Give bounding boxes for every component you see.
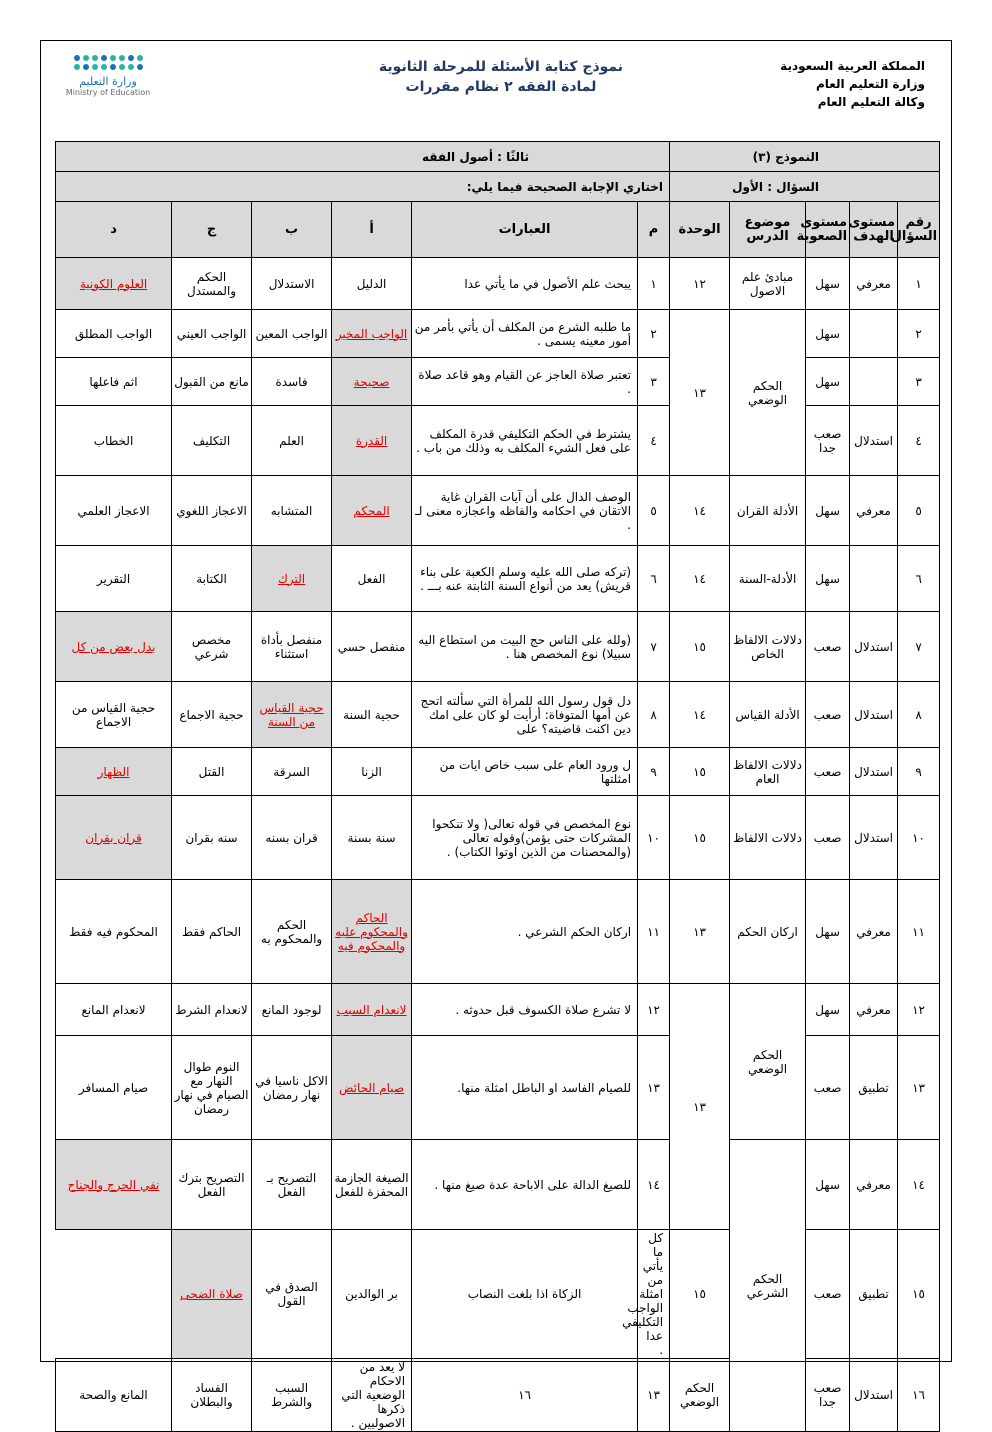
option-d[interactable]: اثم فاعلها bbox=[56, 358, 172, 406]
difficulty-level: صعب جدا bbox=[806, 406, 850, 476]
logo-dots-icon bbox=[53, 55, 163, 70]
question-number: ١٣ bbox=[898, 1036, 940, 1140]
difficulty-level: صعب bbox=[806, 796, 850, 880]
option-d[interactable]: حجية القياس من الاجماع bbox=[56, 682, 172, 748]
option-c[interactable]: القتل bbox=[172, 748, 252, 796]
model-label: النموذج (٣) bbox=[670, 142, 940, 172]
table-row bbox=[56, 612, 940, 682]
question-number: ٣ bbox=[898, 358, 940, 406]
option-a[interactable]: منفصل حسي bbox=[332, 612, 412, 682]
unit-number: ١٣ bbox=[670, 310, 730, 476]
option-a[interactable]: الزكاة اذا بلغت النصاب bbox=[412, 1230, 638, 1359]
lesson-topic: مبادئ علم الاصول bbox=[730, 258, 806, 310]
unit-number: ١٣ bbox=[670, 984, 730, 1230]
option-b[interactable]: الواجب المعين bbox=[252, 310, 332, 358]
statement: كل ما يأتي من امثلة الواجب التكليفي عدا . bbox=[638, 1230, 670, 1359]
option-b[interactable]: التصريح بـ الفعل bbox=[252, 1140, 332, 1230]
lesson-topic: دلالات الالفاظ الخاص bbox=[730, 612, 806, 682]
lesson-topic: الحكم الوضعي bbox=[670, 1359, 730, 1432]
model-row bbox=[56, 142, 940, 172]
unit-number: ١٣ bbox=[670, 880, 730, 984]
lesson-topic: الحكم الوضعي bbox=[730, 984, 806, 1140]
table-row bbox=[56, 748, 940, 796]
title-line-2: لمادة الفقه ٢ نظام مقررات bbox=[405, 79, 597, 95]
question-number: ٥ bbox=[898, 476, 940, 546]
option-c[interactable]: سنه بقران bbox=[172, 796, 252, 880]
option-c[interactable]: التصريح بترك الفعل bbox=[172, 1140, 252, 1230]
option-a[interactable]: الفعل bbox=[332, 546, 412, 612]
question-number: ٧ bbox=[898, 612, 940, 682]
option-c[interactable]: حجية الاجماع bbox=[172, 682, 252, 748]
unit-number: ١٥ bbox=[670, 612, 730, 682]
question-number: ١٤ bbox=[898, 1140, 940, 1230]
table-row bbox=[56, 406, 940, 476]
difficulty-level: صعب bbox=[806, 682, 850, 748]
col-topic: موضوع الدرس bbox=[730, 202, 806, 258]
option-d[interactable]: صيام المسافر bbox=[56, 1036, 172, 1140]
statement: تعتبر صلاة العاجز عن القيام وهو قاعد صلاة . bbox=[412, 358, 638, 406]
option-b[interactable]: الاستدلال bbox=[252, 258, 332, 310]
difficulty-level: صعب جدا bbox=[806, 1359, 850, 1432]
option-b[interactable]: قران بسنه bbox=[252, 796, 332, 880]
option-a[interactable]: السبب والشرط bbox=[252, 1359, 332, 1432]
option-d[interactable]: الاعجاز العلمي bbox=[56, 476, 172, 546]
statement: يبحث علم الأصول في ما يأتي عدا bbox=[412, 258, 638, 310]
statement: لا يعد من الاحكام الوضعية التي ذكرها الاصوليين . bbox=[332, 1359, 412, 1432]
statement: يشترط في الحكم التكليفي قدرة المكلف على فعل الشيء المكلف به وذلك من باب . bbox=[412, 406, 638, 476]
target-level: تطبيق bbox=[850, 1230, 898, 1359]
lesson-topic: اركان الحكم bbox=[730, 880, 806, 984]
option-b[interactable]: الفساد والبطلان bbox=[172, 1359, 252, 1432]
target-level: معرفي bbox=[850, 258, 898, 310]
row-index: ٤ bbox=[638, 406, 670, 476]
option-b[interactable]: السرقة bbox=[252, 748, 332, 796]
row-index: ١٦ bbox=[412, 1359, 638, 1432]
col-d: د bbox=[56, 202, 172, 258]
document-title bbox=[321, 57, 681, 97]
statement: ما طلبه الشرع من المكلف أن يأتي بأمر من أمور معينه يسمى . bbox=[412, 310, 638, 358]
table-row bbox=[56, 310, 940, 358]
row-index: ٥ bbox=[638, 476, 670, 546]
col-statement: العبارات bbox=[412, 202, 638, 258]
question-number: ٨ bbox=[898, 682, 940, 748]
option-a[interactable]: صيام الحائض bbox=[332, 1036, 412, 1140]
option-d[interactable]: المحكوم فيه فقط bbox=[56, 880, 172, 984]
option-c[interactable]: الحكم والمستدل bbox=[172, 258, 252, 310]
option-a[interactable]: الدليل bbox=[332, 258, 412, 310]
col-c: ج bbox=[172, 202, 252, 258]
option-b[interactable]: لوجود المانع bbox=[252, 984, 332, 1036]
question-number: ٩ bbox=[898, 748, 940, 796]
column-header-row bbox=[56, 202, 940, 258]
difficulty-level: سهل bbox=[806, 358, 850, 406]
col-b: ب bbox=[252, 202, 332, 258]
option-b[interactable]: بر الوالدين bbox=[332, 1230, 412, 1359]
target-level: استدلال bbox=[850, 796, 898, 880]
option-d[interactable]: لانعدام المانع bbox=[56, 984, 172, 1036]
table-row bbox=[56, 682, 940, 748]
unit-number: ١٥ bbox=[670, 748, 730, 796]
question-number: ١٢ bbox=[898, 984, 940, 1036]
difficulty-level: سهل bbox=[806, 1140, 850, 1230]
statement: اركان الحكم الشرعي . bbox=[412, 880, 638, 984]
row-index: ٨ bbox=[638, 682, 670, 748]
option-b[interactable]: الاكل ناسيا في نهار رمضان bbox=[252, 1036, 332, 1140]
row-index: ٢ bbox=[638, 310, 670, 358]
table-row bbox=[56, 1140, 940, 1230]
section-label: ثالثًا : أصول الفقه bbox=[56, 142, 670, 172]
option-c[interactable]: النوم طوال النهار مع الصيام في نهار رمضان bbox=[172, 1036, 252, 1140]
unit-number: ١٣ bbox=[638, 1359, 670, 1432]
option-a[interactable]: القدرة bbox=[332, 406, 412, 476]
target-level: استدلال bbox=[850, 682, 898, 748]
logo-english: Ministry of Education bbox=[65, 88, 151, 97]
option-c[interactable]: مانع من القبول bbox=[172, 358, 252, 406]
table-row bbox=[56, 796, 940, 880]
lesson-topic: دلالات الالفاظ bbox=[730, 796, 806, 880]
lesson-topic: الحكم الشرعي bbox=[730, 1140, 806, 1432]
option-a[interactable]: الصيغة الجازمة المحفزة للفعل bbox=[332, 1140, 412, 1230]
table-row bbox=[56, 880, 940, 984]
option-a[interactable]: الزنا bbox=[332, 748, 412, 796]
kingdom-line: المملكة العربية السعودية bbox=[780, 59, 925, 73]
ministry-line: وزارة التعليم العام bbox=[815, 77, 925, 91]
statement: لا تشرع صلاة الكسوف قبل حدوثه . bbox=[412, 984, 638, 1036]
table-row bbox=[56, 476, 940, 546]
option-b[interactable]: العلم bbox=[252, 406, 332, 476]
row-index: ١٣ bbox=[638, 1036, 670, 1140]
option-a[interactable]: الحاكم والمحكوم عليه والمحكوم فيه bbox=[332, 880, 412, 984]
option-d[interactable]: الخطاب bbox=[56, 406, 172, 476]
option-d[interactable]: صلاة الضحى bbox=[172, 1230, 252, 1359]
difficulty-level: سهل bbox=[806, 984, 850, 1036]
option-d[interactable]: العلوم الكونية bbox=[56, 258, 172, 310]
statement: ل ورود العام على سبب خاص ايات من امثلتها bbox=[412, 748, 638, 796]
row-index: ٩ bbox=[638, 748, 670, 796]
statement: (تركه صلى الله عليه وسلم الكعبة على بناء قريش) يعد من أنواع السنة الثابتة عنه بـــ . bbox=[412, 546, 638, 612]
row-index: ١٤ bbox=[638, 1140, 670, 1230]
difficulty-level: سهل bbox=[806, 310, 850, 358]
option-b[interactable]: المتشابه bbox=[252, 476, 332, 546]
col-target: مستوى الهدف bbox=[850, 202, 898, 258]
page-frame bbox=[40, 40, 952, 1430]
statement: للصيام الفاسد او الباطل امثلة منها. bbox=[412, 1036, 638, 1140]
question-number: ٢ bbox=[898, 310, 940, 358]
option-a[interactable]: صحيحة bbox=[332, 358, 412, 406]
difficulty-level: صعب bbox=[806, 1036, 850, 1140]
statement: (ولله على الناس حج البيت من استطاع اليه سبيلا) نوع المخصص هنا . bbox=[412, 612, 638, 682]
unit-number: ١٢ bbox=[670, 258, 730, 310]
col-a: أ bbox=[332, 202, 412, 258]
unit-number: ١٤ bbox=[670, 476, 730, 546]
question-number: ١٦ bbox=[898, 1359, 940, 1432]
title-line-1: نموذج كتابة الأسئلة للمرحلة الثانوية bbox=[378, 59, 624, 75]
question-number: ١٥ bbox=[898, 1230, 940, 1359]
table-row bbox=[56, 546, 940, 612]
row-index: ٦ bbox=[638, 546, 670, 612]
target-level: استدلال bbox=[850, 748, 898, 796]
row-index: ١٥ bbox=[670, 1230, 730, 1359]
target-level: معرفي bbox=[850, 1140, 898, 1230]
col-q-no: رقم السؤال bbox=[898, 202, 940, 258]
option-a[interactable]: لانعدام السبب bbox=[332, 984, 412, 1036]
option-d[interactable]: نفي الحرج والجناح bbox=[56, 1140, 172, 1230]
option-c[interactable]: الحاكم فقط bbox=[172, 880, 252, 984]
table-row bbox=[56, 984, 940, 1036]
option-b[interactable]: الترك bbox=[252, 546, 332, 612]
question-number: ١ bbox=[898, 258, 940, 310]
target-level bbox=[850, 546, 898, 612]
target-level: استدلال bbox=[850, 406, 898, 476]
row-index: ٧ bbox=[638, 612, 670, 682]
table-row bbox=[56, 1230, 940, 1359]
lesson-topic: الأدلة القياس bbox=[730, 682, 806, 748]
target-level bbox=[850, 358, 898, 406]
statement: الوصف الدال على أن آيات القران غاية الاتقان في احكامه والفاظه واعجازه معنى لـ . bbox=[412, 476, 638, 546]
question-number: ١١ bbox=[898, 880, 940, 984]
target-level: معرفي bbox=[850, 476, 898, 546]
option-b[interactable]: حجية القياس من السنة bbox=[252, 682, 332, 748]
option-c[interactable]: التكليف bbox=[172, 406, 252, 476]
table-row bbox=[56, 358, 940, 406]
question-row bbox=[56, 172, 940, 202]
difficulty-level: صعب bbox=[806, 612, 850, 682]
table-row bbox=[56, 258, 940, 310]
target-level: معرفي bbox=[850, 984, 898, 1036]
target-level: معرفي bbox=[850, 880, 898, 984]
option-c[interactable]: الكتابة bbox=[172, 546, 252, 612]
question-number: ٤ bbox=[898, 406, 940, 476]
lesson-topic: الأدلة القران bbox=[730, 476, 806, 546]
statement: دل قول رسول الله للمرأة التي سألته اتحج عن أمها المتوفاة: أرأيت لو كان على امك دين اكنت قاضيته؟ على bbox=[412, 682, 638, 748]
statement: نوع المخصص في قوله تعالى( ولا تنكحوا المشركات حتى يؤمن)وقوله تعالى (والمحصنات من الذين اوتوا الكتاب) . bbox=[412, 796, 638, 880]
option-d[interactable]: الواجب المطلق bbox=[56, 310, 172, 358]
target-level: تطبيق bbox=[850, 1036, 898, 1140]
option-a[interactable]: سنة بسنة bbox=[332, 796, 412, 880]
col-m: م bbox=[638, 202, 670, 258]
target-level bbox=[850, 310, 898, 358]
option-a[interactable]: المحكم bbox=[332, 476, 412, 546]
option-b[interactable]: منفصل بأداة استثناء bbox=[252, 612, 332, 682]
option-a[interactable]: حجية السنة bbox=[332, 682, 412, 748]
ministry-header bbox=[780, 57, 925, 111]
option-d[interactable]: قران بقران bbox=[56, 796, 172, 880]
row-index: ٣ bbox=[638, 358, 670, 406]
difficulty-level: سهل bbox=[806, 546, 850, 612]
option-d[interactable]: بدل بعض من كل bbox=[56, 612, 172, 682]
difficulty-level: سهل bbox=[806, 476, 850, 546]
instruction-label: اختاري الإجابة الصحيحة فيما يلي: bbox=[56, 172, 670, 202]
option-c[interactable]: الاعجاز اللغوي bbox=[172, 476, 252, 546]
ministry-logo bbox=[53, 51, 163, 121]
question-number: ٦ bbox=[898, 546, 940, 612]
row-index: ١١ bbox=[638, 880, 670, 984]
logo-arabic: وزارة التعليم bbox=[79, 75, 137, 88]
col-difficulty: مستوى الصعوبة bbox=[806, 202, 850, 258]
lesson-topic: الأدلة-السنة bbox=[730, 546, 806, 612]
option-a[interactable]: الواجب المخير bbox=[332, 310, 412, 358]
difficulty-level: صعب bbox=[806, 1230, 850, 1359]
col-unit: الوحدة bbox=[670, 202, 730, 258]
lesson-topic: دلالات الالفاظ العام bbox=[730, 748, 806, 796]
table-row bbox=[56, 1359, 940, 1432]
questions-table bbox=[55, 141, 940, 1432]
option-d[interactable]: الظهار bbox=[56, 748, 172, 796]
difficulty-level: سهل bbox=[806, 880, 850, 984]
question-number: ١٠ bbox=[898, 796, 940, 880]
target-level: استدلال bbox=[850, 1359, 898, 1432]
option-c[interactable]: مخصص شرعي bbox=[172, 612, 252, 682]
row-index: ١٠ bbox=[638, 796, 670, 880]
row-index: ١ bbox=[638, 258, 670, 310]
agency-line: وكالة التعليم العام bbox=[817, 95, 925, 109]
option-b[interactable]: الحكم والمحكوم به bbox=[252, 880, 332, 984]
option-c[interactable]: لانعدام الشرط bbox=[172, 984, 252, 1036]
unit-number: ١٥ bbox=[670, 796, 730, 880]
difficulty-level: صعب bbox=[806, 748, 850, 796]
option-c[interactable]: المانع والصحة bbox=[56, 1359, 172, 1432]
unit-number: ١٤ bbox=[670, 682, 730, 748]
option-c[interactable]: الواجب العيني bbox=[172, 310, 252, 358]
difficulty-level: سهل bbox=[806, 258, 850, 310]
option-b[interactable]: فاسدة bbox=[252, 358, 332, 406]
question-label: السؤال : الأول bbox=[670, 172, 940, 202]
unit-number: ١٤ bbox=[670, 546, 730, 612]
target-level: استدلال bbox=[850, 612, 898, 682]
table-row bbox=[56, 1036, 940, 1140]
lesson-topic: الحكم الوضعي bbox=[730, 310, 806, 476]
option-c[interactable]: الصدق في القول bbox=[252, 1230, 332, 1359]
option-d[interactable]: التقرير bbox=[56, 546, 172, 612]
row-index: ١٢ bbox=[638, 984, 670, 1036]
statement: للصيغ الدالة على الاباحة عدة صيغ منها . bbox=[412, 1140, 638, 1230]
